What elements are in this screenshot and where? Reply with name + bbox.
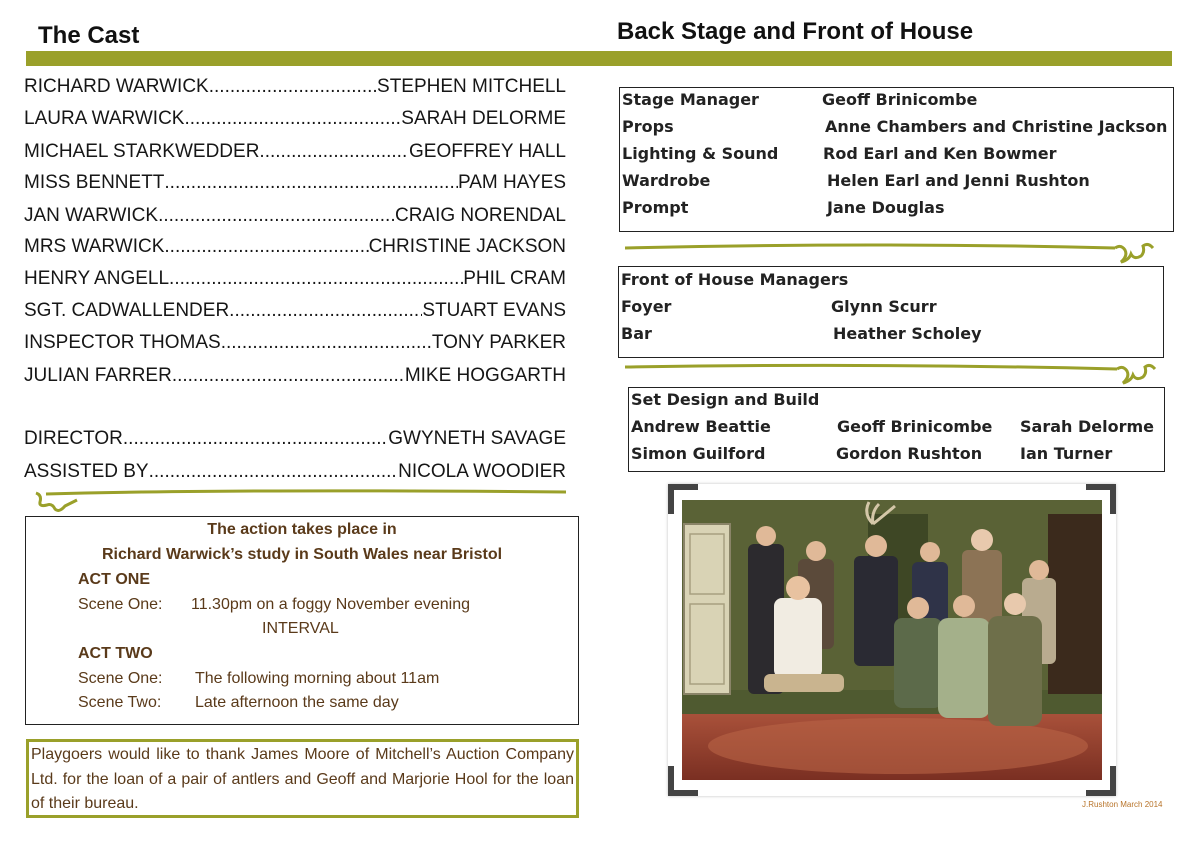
thanks-box [26, 739, 579, 818]
backstage-title: Back Stage and Front of House [617, 18, 974, 45]
swirl-divider [625, 238, 1160, 268]
setting-line1: The action takes place in [207, 521, 397, 538]
setting-line2: Richard Warwick’s study in South Wales near Bristol [101, 546, 503, 563]
crew-names: Jane Douglas [827, 198, 945, 217]
cast-row: MRS WARWICK ..... CHRISTINE JACKSON [24, 236, 566, 258]
crew-role: Props [622, 117, 674, 136]
foh-names: Heather Scholey [833, 324, 982, 343]
crew-role: Prompt [622, 198, 689, 217]
act2-scene1-text: The following morning about 11am [195, 670, 440, 687]
foh-role: Bar [621, 324, 652, 343]
cast-row: INSPECTOR THOMAS ..... TONY PARKER [24, 332, 566, 354]
setting-box [25, 516, 579, 725]
set-name: Simon Guilford [631, 444, 766, 463]
foh-box [618, 266, 1164, 358]
cast-row: MICHAEL STARKWEDDER ..... GEOFFREY HALL [24, 141, 566, 163]
cast-row: JAN WARWICK ..... CRAIG NORENDAL [24, 205, 566, 227]
set-title: Set Design and Build [631, 390, 820, 409]
crew-names: Anne Chambers and Christine Jackson [825, 117, 1168, 136]
crew-names: Rod Earl and Ken Bowmer [823, 144, 1057, 163]
set-name: Geoff Brinicombe [837, 417, 993, 436]
swirl-divider [625, 359, 1165, 389]
act2-scene1-label: Scene One: [78, 670, 163, 687]
set-name: Andrew Beattie [631, 417, 771, 436]
cast-row: MISS BENNETT ..... PAM HAYES [24, 172, 566, 194]
set-name: Ian Turner [1020, 444, 1113, 463]
cast-title: The Cast [38, 22, 140, 49]
act-two-heading: ACT TWO [78, 645, 153, 662]
header-divider [26, 51, 1172, 66]
set-design-box [628, 387, 1165, 472]
crew-role: Lighting & Sound [622, 144, 779, 163]
cast-row: SGT. CADWALLENDER ..... STUART EVANS [24, 300, 566, 322]
cast-row: RICHARD WARWICK ..... STEPHEN MITCHELL [24, 76, 566, 98]
crew-role: Stage Manager [622, 90, 759, 109]
foh-role: Foyer [621, 297, 672, 316]
cast-row: LAURA WARWICK ..... SARAH DELORME [24, 108, 566, 130]
crew-role: Wardrobe [622, 171, 711, 190]
act2-scene2-label: Scene Two: [78, 694, 162, 711]
crew-box [619, 87, 1174, 232]
director-row: DIRECTOR ..... GWYNETH SAVAGE [24, 428, 566, 450]
photo-credit: J.Rushton March 2014 [1082, 800, 1163, 809]
crew-names: Helen Earl and Jenni Rushton [827, 171, 1090, 190]
set-name: Gordon Rushton [836, 444, 983, 463]
act2-scene2-text: Late afternoon the same day [195, 694, 399, 711]
cast-photo [668, 484, 1116, 796]
cast-row: HENRY ANGELL ..... PHIL CRAM [24, 268, 566, 290]
cast-row: JULIAN FARRER ..... MIKE HOGGARTH [24, 365, 566, 387]
foh-names: Glynn Scurr [831, 297, 937, 316]
act1-scene1-text: 11.30pm on a foggy November evening [191, 596, 470, 613]
interval: INTERVAL [262, 620, 339, 637]
act-one-heading: ACT ONE [78, 571, 150, 588]
cast-photo-frame [668, 484, 1116, 796]
swirl-divider [26, 486, 566, 512]
assistant-row: ASSISTED BY ..... NICOLA WOODIER [24, 461, 566, 483]
set-name: Sarah Delorme [1020, 417, 1154, 436]
foh-title: Front of House Managers [621, 270, 849, 289]
thanks-text: Playgoers would like to thank James Moore of Mitchell’s Auction Company Ltd. for the loan of a pair of antlers and Geoff and Marjorie Hool for the loan of their bureau. [31, 746, 574, 812]
crew-names: Geoff Brinicombe [822, 90, 978, 109]
act1-scene1-label: Scene One: [78, 596, 163, 613]
